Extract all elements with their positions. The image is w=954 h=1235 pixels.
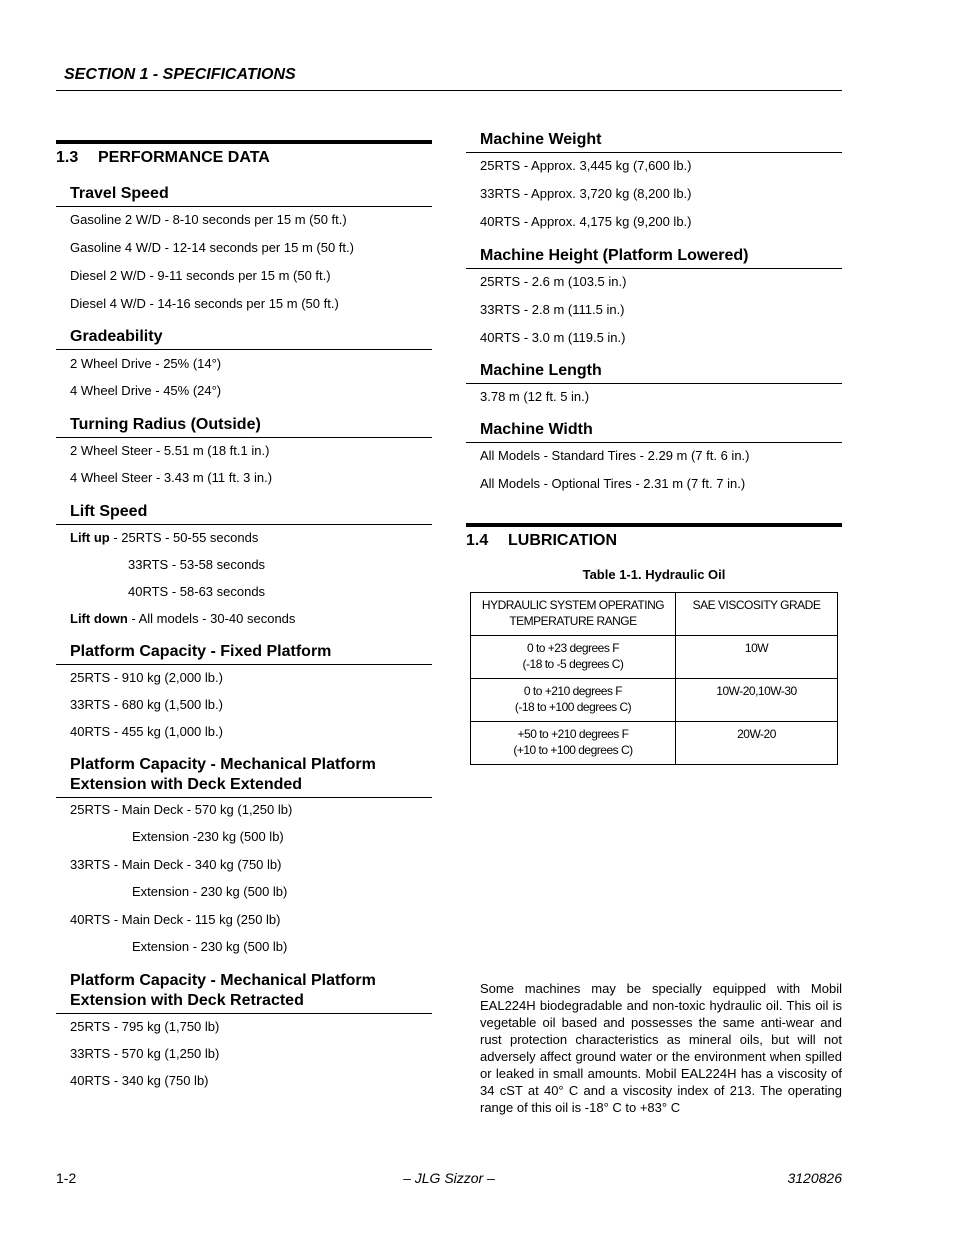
spec-line: 3.78 m (12 ft. 5 in.) (480, 389, 590, 404)
spec-line: 33RTS - Main Deck - 340 kg (750 lb) (70, 857, 282, 872)
spec-line: Diesel 2 W/D - 9-11 seconds per 15 m (50 ft.) (70, 268, 331, 283)
right-column (466, 130, 842, 765)
section-number: 1.3 (56, 149, 79, 166)
spec-line: 2 Wheel Drive - 25% (14°) (70, 356, 222, 371)
page-header (56, 64, 842, 91)
section-1-3 (56, 140, 432, 168)
spec-line: 25RTS - Main Deck - 570 kg (1,250 lb) (70, 802, 293, 817)
spec-line: 4 Wheel Drive - 45% (24°) (70, 383, 222, 398)
spec-line: 33RTS - 53-58 seconds (128, 557, 266, 572)
header-temperature-range (471, 593, 676, 636)
heading-line: Extension with Deck Retracted (70, 992, 304, 1009)
spec-line: 40RTS - 3.0 m (119.5 in.) (480, 330, 626, 345)
machine-width-heading: Machine Width (466, 420, 842, 443)
doc-number: 3120826 (787, 1170, 842, 1186)
capacity-fixed-heading: Platform Capacity - Fixed Platform (56, 642, 432, 665)
lift-down-line (56, 610, 432, 628)
table-caption: Table 1-1. Hydraulic Oil (582, 567, 726, 582)
capacity-retracted-heading (56, 971, 432, 1014)
left-column (56, 140, 432, 1090)
spec-line: 33RTS - 570 kg (1,250 lb) (70, 1046, 220, 1061)
spec-line: All Models - Optional Tires - 2.31 m (7 ft. 7 in.) (480, 476, 746, 491)
lift-speed-heading: Lift Speed (56, 502, 432, 525)
spec-line: 33RTS - 680 kg (1,500 lb.) (70, 697, 223, 712)
range-c: (-18 to +100 degrees C) (514, 700, 632, 714)
spec-line: Extension - 230 kg (500 lb) (132, 939, 288, 954)
lift-up-line (56, 529, 432, 547)
machine-weight-heading: Machine Weight (466, 130, 842, 153)
lift-up-label: Lift up (70, 530, 110, 545)
lift-up-text: - 25RTS - 50-55 seconds (109, 530, 259, 545)
spec-line: 40RTS - Main Deck - 115 kg (250 lb) (70, 912, 281, 927)
heading-line: Platform Capacity - Mechanical Platform (70, 756, 376, 773)
travel-speed-heading: Travel Speed (56, 184, 432, 207)
lift-down-label: Lift down (70, 611, 128, 626)
section-title: PERFORMANCE DATA (98, 149, 270, 166)
spec-line: Diesel 4 W/D - 14-16 seconds per 15 m (50 ft.) (70, 296, 339, 311)
table-row (471, 722, 838, 765)
machine-length-heading: Machine Length (466, 361, 842, 384)
spec-line: Gasoline 4 W/D - 12-14 seconds per 15 m (50 ft.) (70, 240, 354, 255)
range-c: (-18 to -5 degrees C) (522, 657, 624, 671)
spec-line: 40RTS - 455 kg (1,000 lb.) (70, 724, 223, 739)
spec-line: Extension - 230 kg (500 lb) (132, 884, 288, 899)
spec-line: 33RTS - Approx. 3,720 kg (8,200 lb.) (480, 186, 692, 201)
gradeability-heading: Gradeability (56, 327, 432, 350)
grade-cell: 10W (676, 636, 838, 679)
range-cell (471, 722, 676, 765)
lift-down-text: - All models - 30-40 seconds (127, 611, 296, 626)
section-header-title: SECTION 1 - SPECIFICATIONS (64, 66, 296, 83)
spec-line: Extension -230 kg (500 lb) (132, 829, 284, 844)
header-line: TEMPERATURE RANGE (509, 614, 637, 628)
section-1-4 (466, 523, 842, 551)
spec-line: 40RTS - Approx. 4,175 kg (9,200 lb.) (480, 214, 692, 229)
range-cell (471, 679, 676, 722)
heading-line: Extension with Deck Extended (70, 776, 303, 793)
spec-line: 2 Wheel Steer - 5.51 m (18 ft.1 in.) (70, 443, 270, 458)
table-row (471, 636, 838, 679)
range-f: 0 to +23 degrees F (526, 641, 620, 655)
range-f: +50 to +210 degrees F (517, 727, 629, 741)
section-number: 1.4 (466, 532, 489, 549)
footer-title: – JLG Sizzor – (403, 1170, 495, 1186)
turning-radius-heading: Turning Radius (Outside) (56, 415, 432, 438)
capacity-extended-heading (56, 755, 432, 798)
page-number: 1-2 (56, 1170, 77, 1186)
grade-cell: 20W-20 (676, 722, 838, 765)
spec-line: 4 Wheel Steer - 3.43 m (11 ft. 3 in.) (70, 470, 273, 485)
table-row (471, 679, 838, 722)
range-cell (471, 636, 676, 679)
range-f: 0 to +210 degrees F (523, 684, 623, 698)
range-c: (+10 to +100 degrees C) (513, 743, 633, 757)
grade-cell: 10W-20,10W-30 (676, 679, 838, 722)
table-header-row (471, 593, 838, 636)
spec-line: All Models - Standard Tires - 2.29 m (7 ft. 6 in.) (480, 448, 750, 463)
biodegradable-oil-paragraph: Some machines may be specially equipped with Mobil EAL224H biodegradable and non-toxic hydraulic oil. This oil is vegetable oil based and possesses the same anti-wear and rust protection characteristics as mineral oils, but will not adversely affect ground water or the environment when spilled or leaked in small amounts. Mobil EAL224H has a viscosity of 34 cST at 40° C and a viscosity index of 213. The operating range of this oil is -18° C to +83° C (480, 981, 842, 1115)
spec-line: 25RTS - 2.6 m (103.5 in.) (480, 274, 627, 289)
spec-line: Gasoline 2 W/D - 8-10 seconds per 15 m (50 ft.) (70, 212, 347, 227)
spec-line: 25RTS - 795 kg (1,750 lb) (70, 1019, 220, 1034)
spec-line: 40RTS - 340 kg (750 lb) (70, 1073, 209, 1088)
spec-line: 25RTS - 910 kg (2,000 lb.) (70, 670, 223, 685)
spec-line: 25RTS - Approx. 3,445 kg (7,600 lb.) (480, 158, 692, 173)
heading-line: Platform Capacity - Mechanical Platform (70, 972, 376, 989)
spec-line: 40RTS - 58-63 seconds (128, 584, 266, 599)
header-viscosity-grade: SAE VISCOSITY GRADE (676, 593, 838, 636)
hydraulic-oil-table (470, 592, 838, 765)
spec-line: 33RTS - 2.8 m (111.5 in.) (480, 302, 625, 317)
header-line: HYDRAULIC SYSTEM OPERATING (481, 598, 665, 612)
section-title: LUBRICATION (508, 532, 618, 549)
machine-height-heading: Machine Height (Platform Lowered) (466, 246, 842, 269)
